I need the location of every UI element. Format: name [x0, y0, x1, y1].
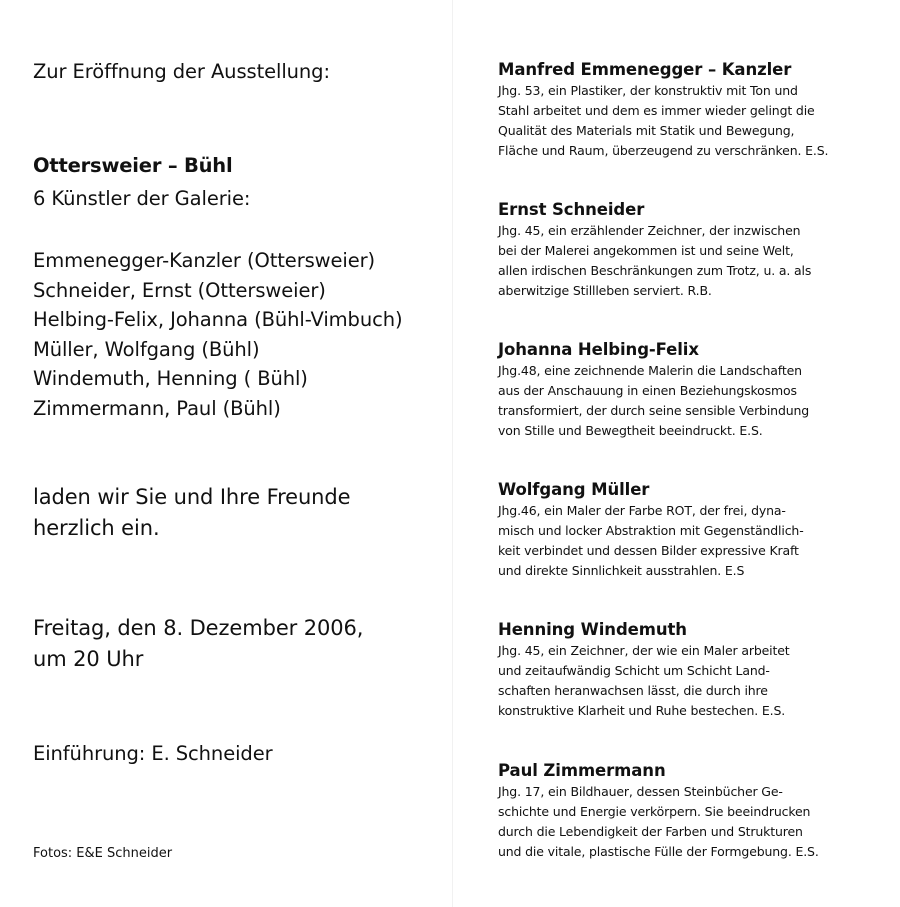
bio-name: Wolfgang Müller: [498, 480, 650, 499]
bio-windemuth: [498, 619, 890, 721]
bio-line: allen irdischen Beschränkungen zum Trotz, u. a. als: [498, 263, 812, 278]
bio-emmenegger: [498, 59, 890, 161]
bio-line: und direkte Sinnlichkeit ausstrahlen. E.S: [498, 563, 745, 578]
bio-line: Stahl arbeitet und dem es immer wieder gelingt die: [498, 103, 815, 118]
bio-name: Henning Windemuth: [498, 620, 687, 639]
bio-line: Jhg. 45, ein Zeichner, der wie ein Maler arbeitet: [498, 643, 790, 658]
bio-line: durch die Lebendigkeit der Farben und Strukturen: [498, 824, 803, 839]
bio-helbing-felix: [498, 339, 890, 441]
list-item: Müller, Wolfgang (Bühl): [33, 337, 260, 361]
bio-line: Fläche und Raum, überzeugend zu verschränken. E.S.: [498, 143, 829, 158]
date-line-2: um 20 Uhr: [33, 647, 144, 671]
bio-line: schichte und Energie verkörpern. Sie beeindrucken: [498, 804, 811, 819]
location-title: Ottersweier – Bühl: [33, 154, 233, 177]
bio-schneider: [498, 199, 890, 301]
bio-line: schaften heranwachsen lässt, die durch ihre: [498, 683, 768, 698]
bio-line: bei der Malerei angekommen ist und seine Welt,: [498, 243, 794, 258]
bio-zimmermann: [498, 760, 890, 862]
bio-name: Johanna Helbing-Felix: [498, 340, 699, 359]
bio-line: konstruktive Klarheit und Ruhe bestechen. E.S.: [498, 703, 786, 718]
bio-line: Jhg. 45, ein erzählender Zeichner, der inzwischen: [498, 223, 801, 238]
list-item: Helbing-Felix, Johanna (Bühl-Vimbuch): [33, 308, 403, 331]
artist-list: [33, 246, 403, 423]
bio-name: Ernst Schneider: [498, 200, 645, 219]
bio-line: keit verbindet und dessen Bilder expressive Kraft: [498, 543, 799, 558]
bio-name: Paul Zimmermann: [498, 761, 666, 780]
date-line-1: Freitag, den 8. Dezember 2006,: [33, 616, 364, 640]
bio-line: Jhg. 53, ein Plastiker, der konstruktiv mit Ton und: [498, 83, 798, 98]
invitation-line-1: laden wir Sie und Ihre Freunde: [33, 485, 351, 509]
bio-line: Jhg. 17, ein Bildhauer, dessen Steinbücher Ge-: [498, 784, 783, 799]
bio-line: aberwitzige Stillleben serviert. R.B.: [498, 283, 712, 298]
bio-line: von Stille und Bewegtheit beeindruckt. E.S.: [498, 423, 763, 438]
list-item: Zimmermann, Paul (Bühl): [33, 396, 281, 420]
bio-line: Jhg.48, eine zeichnende Malerin die Landschaften: [498, 363, 802, 378]
page-fold: [452, 0, 453, 907]
invitation-line-2: herzlich ein.: [33, 516, 160, 540]
bio-name: Manfred Emmenegger – Kanzler: [498, 60, 792, 79]
bio-mueller: [498, 479, 890, 581]
photo-credit: Fotos: E&E Schneider: [33, 846, 173, 861]
bio-line: Jhg.46, ein Maler der Farbe ROT, der frei, dyna-: [498, 503, 786, 518]
bio-line: misch und locker Abstraktion mit Gegenständlich-: [498, 523, 804, 538]
bio-line: und die vitale, plastische Fülle der Formgebung. E.S.: [498, 844, 819, 859]
bio-line: transformiert, der durch seine sensible Verbindung: [498, 403, 810, 418]
list-item: Schneider, Ernst (Ottersweier): [33, 278, 326, 302]
intro-heading: Zur Eröffnung der Ausstellung:: [33, 60, 330, 83]
list-item: Emmenegger-Kanzler (Ottersweier): [33, 249, 376, 272]
bio-line: Qualität des Materials mit Statik und Bewegung,: [498, 123, 795, 138]
introduction-note: Einführung: E. Schneider: [33, 742, 273, 765]
bio-line: und zeitaufwändig Schicht um Schicht Land-: [498, 663, 770, 678]
list-item: Windemuth, Henning ( Bühl): [33, 367, 308, 390]
bio-line: aus der Anschauung in einen Beziehungskosmos: [498, 383, 797, 398]
artists-subtitle: 6 Künstler der Galerie:: [33, 187, 251, 210]
